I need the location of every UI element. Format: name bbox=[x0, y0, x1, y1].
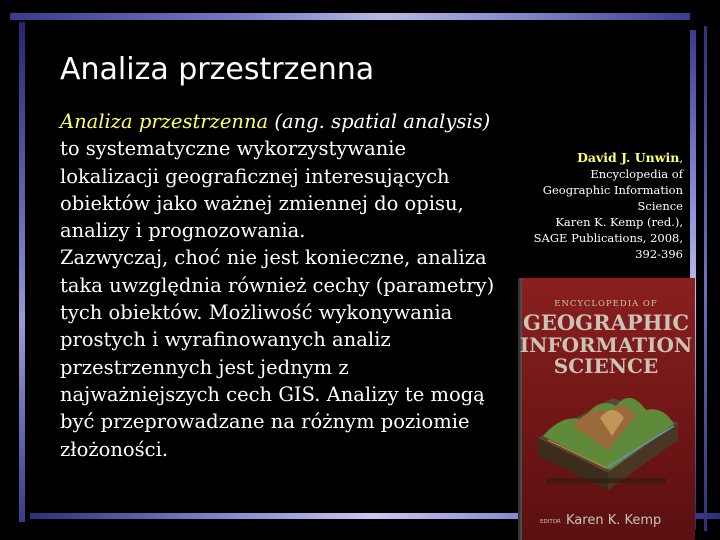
book-editor-name: Karen K. Kemp bbox=[566, 513, 662, 528]
book-title-line2: INFORMATION bbox=[519, 333, 693, 357]
book-spine bbox=[518, 278, 522, 540]
highlighted-term: Analiza przestrzenna bbox=[60, 110, 269, 133]
citation-publisher: SAGE Publications, 2008, bbox=[533, 231, 683, 245]
continuation-text: Zazwyczaj, choć nie jest konieczne, analiza taka uwzględnia również cechy (parametry) tych obiektów. Możliwość wykonywania prostych i wyrafinowanych analiz przestrzennych jest jednym z najważniejszych cech GIS. Analizy te mogą być przeprowadzane na różnym poziomie złożoności. bbox=[60, 246, 495, 461]
citation-author: David J. Unwin bbox=[577, 150, 680, 165]
book-top-line: ENCYCLOPEDIA OF bbox=[554, 299, 658, 309]
citation-book-title: Encyclopedia of Geographic Information Science bbox=[542, 167, 683, 213]
english-term: spatial analysis bbox=[331, 110, 483, 133]
citation bbox=[528, 150, 683, 262]
english-open: (ang. bbox=[268, 110, 332, 133]
book-title-line1: GEOGRAPHIC bbox=[522, 310, 690, 335]
right-thin-decorative-bar bbox=[704, 26, 707, 531]
citation-editor: Karen K. Kemp (red.), bbox=[555, 215, 683, 229]
top-decorative-bar bbox=[10, 13, 690, 20]
slide-body bbox=[60, 108, 510, 463]
book-editor-prefix: EDITOR bbox=[540, 519, 561, 525]
book-cover-image bbox=[518, 278, 695, 540]
english-close: ) bbox=[482, 110, 491, 133]
definition-text: to systematyczne wykorzystywanie lokalizacji geograficznej interesujących obiektów jako ważnej zmiennej do opisu, analizy i prognozowania. bbox=[60, 137, 464, 243]
citation-author-separator: , bbox=[679, 151, 683, 165]
book-title-line3: SCIENCE bbox=[553, 354, 659, 378]
slide-title: Analiza przestrzenna bbox=[60, 52, 375, 87]
citation-pages: 392-396 bbox=[635, 247, 683, 261]
left-decorative-bar bbox=[19, 22, 25, 522]
